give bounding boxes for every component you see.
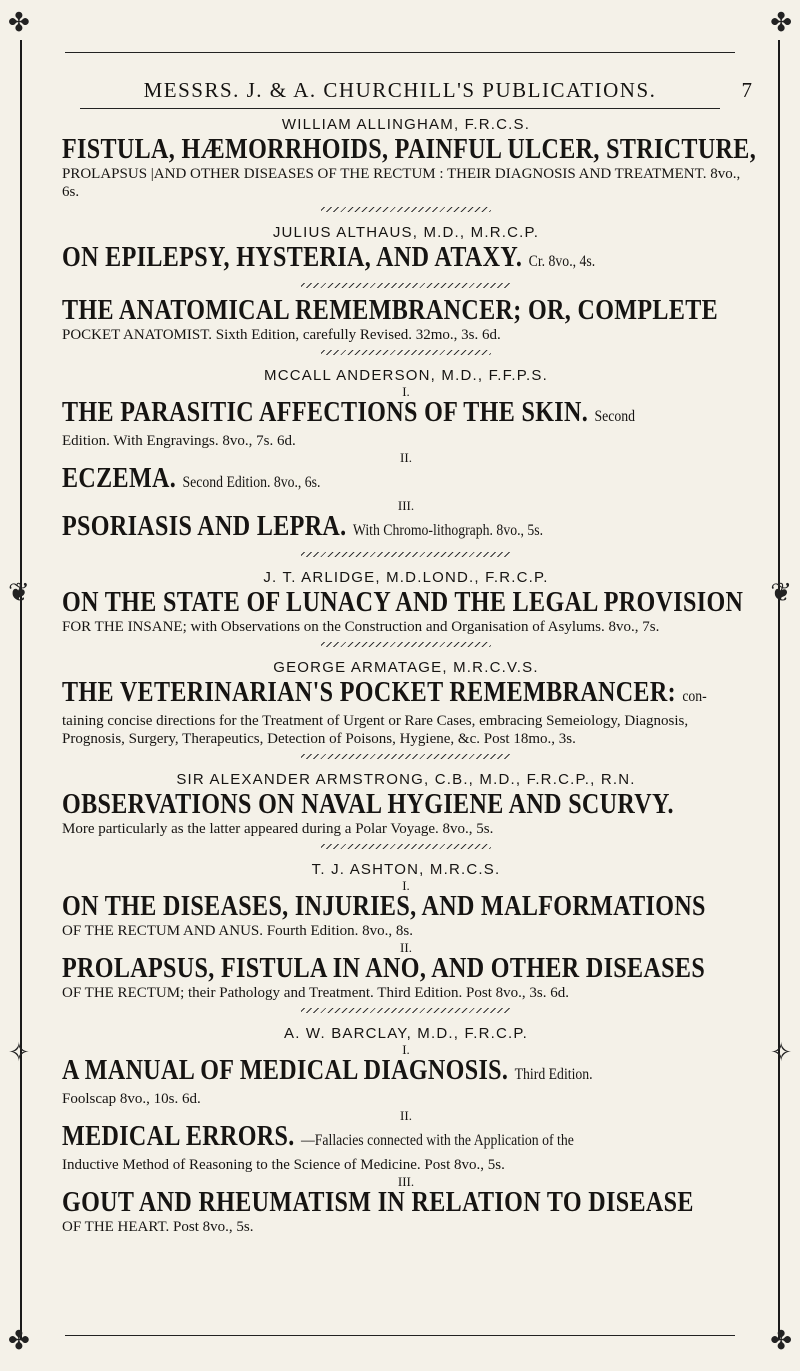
volume-numeral: II. (400, 450, 412, 465)
work-title-tail: Second (594, 408, 635, 425)
left-border (20, 40, 22, 1340)
work-title-text: GOUT AND RHEUMATISM IN RELATION TO DISEASE (62, 1187, 694, 1218)
work-description: FOR THE INSANE; with Observations on the Construction and Organisation of Asylums. 8vo., 7s. (62, 619, 660, 635)
work-title (62, 134, 757, 165)
wavy-divider (301, 1008, 511, 1013)
work-description: Edition. With Engravings. 8vo., 7s. 6d. (62, 433, 296, 449)
wavy-divider (321, 642, 491, 647)
work-title-text: ON THE DISEASES, INJURIES, AND MALFORMATIONS (62, 891, 706, 922)
volume-numeral: I. (402, 878, 410, 893)
catalogue-entry (62, 569, 750, 647)
work-title-tail: Second Edition. 8vo., 6s. (182, 474, 321, 491)
work-title (62, 677, 707, 712)
corner-ornament-icon: ✤ (8, 8, 30, 37)
work-title-text: PROLAPSUS, FISTULA IN ANO, AND OTHER DISEASES (62, 953, 706, 984)
wavy-divider (301, 552, 511, 557)
catalogue-entry (62, 367, 750, 557)
work-title-text: THE VETERINARIAN'S POCKET REMEMBRANCER: (62, 677, 676, 708)
volume-numeral: II. (400, 940, 412, 955)
wavy-divider (321, 844, 491, 849)
work-title (62, 512, 654, 546)
work-description: OF THE RECTUM; their Pathology and Treatment. Third Edition. Post 8vo., 3s. 6d. (62, 985, 569, 1001)
work-description: OF THE HEART. Post 8vo., 5s. (62, 1219, 254, 1235)
corner-ornament-icon: ✤ (770, 8, 792, 37)
work-title (62, 1122, 654, 1156)
catalogue-listing (62, 116, 757, 1236)
work-description: More particularly as the latter appeared during a Polar Voyage. 8vo., 5s. (62, 821, 494, 837)
wavy-divider (301, 283, 511, 288)
corner-ornament-icon: ✤ (8, 1326, 30, 1355)
author-name: JULIUS ALTHAUS, M.D., M.R.C.P. (272, 224, 540, 241)
work-title (62, 953, 706, 984)
author-name: T. J. ASHTON, M.R.C.S. (311, 861, 501, 878)
work-description: taining concise directions for the Treatment of Urgent or Rare Cases, embracing Semeiology, Diagnosis, Prognosis, Surgery, Therapeutics, Detection of Poisons, Hygiene, &c. Post 18mo., 3s. (62, 713, 689, 747)
running-title: MESSRS. J. & A. CHURCHILL'S PUBLICATIONS. (143, 78, 657, 102)
work-title-text: ECZEMA. (62, 463, 177, 494)
work-description: Inductive Method of Reasoning to the Science of Medicine. Post 8vo., 5s. (62, 1157, 505, 1173)
work-title-text: THE PARASITIC AFFECTIONS OF THE SKIN. (62, 397, 589, 428)
author-name: J. T. ARLIDGE, M.D.LOND., F.R.C.P. (263, 569, 549, 586)
corner-ornament-icon: ✤ (770, 1326, 792, 1355)
work-title-tail: —Fallacies connected with the Application of the (300, 1132, 574, 1149)
side-ornament-icon: ❦ (770, 578, 792, 607)
work-description: POCKET ANATOMIST. Sixth Edition, carefully Revised. 32mo., 3s. 6d. (62, 327, 501, 343)
catalogue-entry (62, 659, 750, 759)
author-name: WILLIAM ALLINGHAM, F.R.C.S. (281, 116, 531, 133)
author-name: A. W. BARCLAY, M.D., F.R.C.P. (283, 1025, 529, 1042)
bottom-rule (65, 1335, 735, 1336)
work-title-text: PSORIASIS AND LEPRA. (62, 511, 347, 542)
work-title-text: A MANUAL OF MEDICAL DIAGNOSIS. (62, 1055, 509, 1086)
volume-numeral: III. (397, 1174, 415, 1189)
page-header (48, 78, 752, 103)
work-title-tail: Third Edition. (514, 1066, 593, 1083)
page-number: 7 (741, 78, 752, 102)
wavy-divider (301, 754, 511, 759)
volume-numeral: III. (397, 498, 415, 513)
work-title (62, 398, 654, 432)
work-title (62, 243, 654, 277)
work-description: OF THE RECTUM AND ANUS. Fourth Edition. 8vo., 8s. (62, 923, 414, 939)
work-title (62, 464, 654, 498)
wavy-divider (321, 350, 491, 355)
work-title-tail: With Chromo-lithograph. 8vo., 5s. (352, 522, 544, 539)
right-border (778, 40, 780, 1340)
work-title-text: MEDICAL ERRORS. (62, 1121, 295, 1152)
catalogue-entry (62, 224, 750, 288)
work-title (62, 891, 706, 922)
work-title-tail: Cr. 8vo., 4s. (528, 253, 596, 270)
volume-numeral: I. (402, 1042, 410, 1057)
author-name: GEORGE ARMATAGE, M.R.C.V.S. (273, 659, 539, 676)
work-title-text: ON EPILEPSY, HYSTERIA, AND ATAXY. (62, 242, 523, 273)
catalogue-entry (62, 116, 757, 212)
author-name: MCCALL ANDERSON, M.D., F.F.P.S. (264, 367, 548, 384)
work-title-text: FISTULA, HÆMORRHOIDS, PAINFUL ULCER, STRICTURE, (62, 134, 757, 165)
work-title-text: OBSERVATIONS ON NAVAL HYGIENE AND SCURVY. (62, 789, 674, 820)
author-name: SIR ALEXANDER ARMSTRONG, C.B., M.D., F.R.C.P., R.N. (176, 771, 636, 788)
work-title-text: ON THE STATE OF LUNACY AND THE LEGAL PROVISION (62, 587, 744, 618)
header-rule (80, 108, 720, 109)
wavy-divider (321, 207, 491, 212)
work-title (62, 295, 719, 326)
work-description: PROLAPSUS |AND OTHER DISEASES OF THE RECTUM : THEIR DIAGNOSIS AND TREATMENT. 8vo., 6s. (62, 166, 741, 200)
work-title (62, 789, 674, 820)
top-rule (65, 52, 735, 53)
catalogue-entry (62, 296, 750, 355)
side-ornament-icon: ❦ (8, 578, 30, 607)
catalogue-entry (62, 1025, 750, 1236)
work-title-tail: con- (682, 688, 707, 705)
catalogue-entry (62, 861, 750, 1013)
work-description: Foolscap 8vo., 10s. 6d. (62, 1091, 201, 1107)
work-title (62, 1056, 654, 1090)
volume-numeral: I. (402, 384, 410, 399)
volume-numeral: II. (400, 1108, 412, 1123)
work-title-text: THE ANATOMICAL REMEMBRANCER; OR, COMPLETE (62, 295, 719, 326)
catalogue-entry (62, 771, 750, 849)
side-ornament-icon: ✧ (770, 1038, 792, 1067)
work-title (62, 587, 744, 618)
side-ornament-icon: ✧ (8, 1038, 30, 1067)
work-title (62, 1187, 694, 1218)
